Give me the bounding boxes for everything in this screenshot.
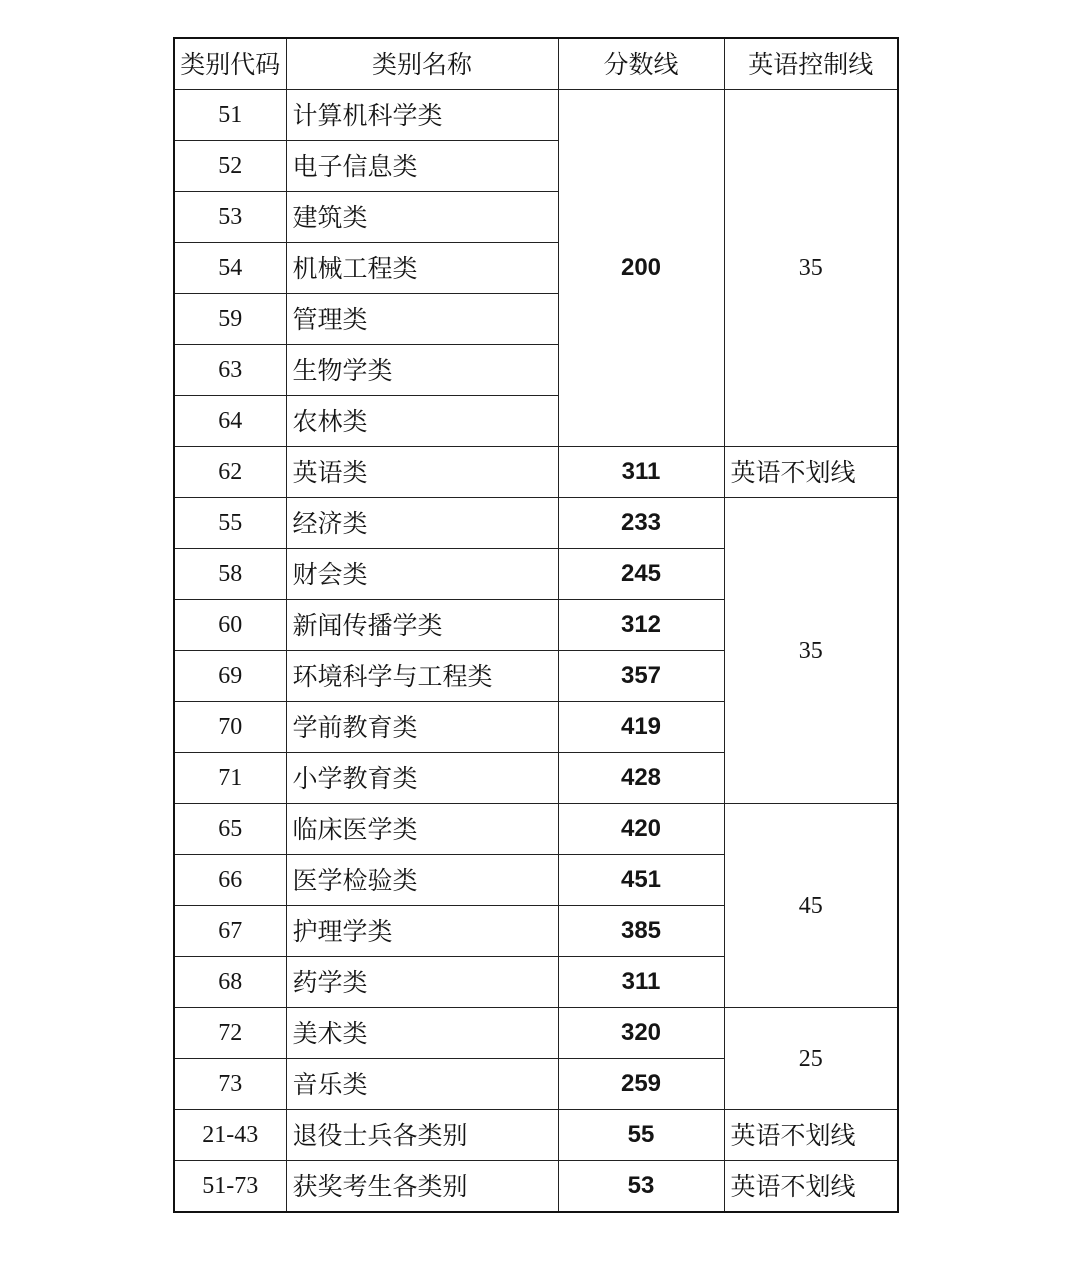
category-name: 建筑类 [286,192,558,243]
category-name: 英语类 [286,447,558,498]
category-code: 51 [174,90,286,141]
score-line: 312 [558,600,724,651]
category-code: 52 [174,141,286,192]
category-name: 环境科学与工程类 [286,651,558,702]
score-line: 259 [558,1059,724,1110]
english-control-line: 35 [724,90,898,447]
english-control-line: 25 [724,1008,898,1110]
category-code: 63 [174,345,286,396]
category-code: 58 [174,549,286,600]
category-code: 64 [174,396,286,447]
score-line: 451 [558,855,724,906]
category-name: 学前教育类 [286,702,558,753]
category-name: 管理类 [286,294,558,345]
table-row [174,1008,898,1059]
score-line: 385 [558,906,724,957]
table-row [174,498,898,549]
category-name: 医学检验类 [286,855,558,906]
category-name: 药学类 [286,957,558,1008]
category-name: 音乐类 [286,1059,558,1110]
category-name: 美术类 [286,1008,558,1059]
category-code: 55 [174,498,286,549]
category-code: 66 [174,855,286,906]
category-code: 51-73 [174,1161,286,1213]
score-line: 357 [558,651,724,702]
score-line: 311 [558,447,724,498]
category-code: 59 [174,294,286,345]
english-control-line: 英语不划线 [724,447,898,498]
category-name: 财会类 [286,549,558,600]
english-control-line: 英语不划线 [724,1161,898,1213]
table-row [174,804,898,855]
category-name: 小学教育类 [286,753,558,804]
category-code: 73 [174,1059,286,1110]
category-code: 21-43 [174,1110,286,1161]
score-line: 55 [558,1110,724,1161]
english-control-line: 45 [724,804,898,1008]
category-code: 65 [174,804,286,855]
score-line: 245 [558,549,724,600]
category-name: 计算机科学类 [286,90,558,141]
score-line: 53 [558,1161,724,1213]
header-score-line: 分数线 [558,38,724,90]
score-line: 200 [558,90,724,447]
category-code: 71 [174,753,286,804]
category-code: 67 [174,906,286,957]
category-name: 新闻传播学类 [286,600,558,651]
category-name: 生物学类 [286,345,558,396]
category-name: 护理学类 [286,906,558,957]
header-category-code: 类别代码 [174,38,286,90]
category-name: 农林类 [286,396,558,447]
score-line: 311 [558,957,724,1008]
category-code: 53 [174,192,286,243]
score-line: 428 [558,753,724,804]
score-line: 233 [558,498,724,549]
table-row [174,447,898,498]
category-code: 60 [174,600,286,651]
score-line: 419 [558,702,724,753]
header-category-name: 类别名称 [286,38,558,90]
score-line: 320 [558,1008,724,1059]
english-control-line: 35 [724,498,898,804]
header-english-line: 英语控制线 [724,38,898,90]
category-code: 68 [174,957,286,1008]
category-code: 70 [174,702,286,753]
score-line: 420 [558,804,724,855]
category-name: 获奖考生各类别 [286,1161,558,1213]
category-name: 电子信息类 [286,141,558,192]
category-name: 临床医学类 [286,804,558,855]
table-row [174,90,898,141]
category-code: 54 [174,243,286,294]
category-name: 机械工程类 [286,243,558,294]
category-name: 退役士兵各类别 [286,1110,558,1161]
category-code: 69 [174,651,286,702]
score-line-table [173,37,899,1213]
category-code: 72 [174,1008,286,1059]
category-code: 62 [174,447,286,498]
table-row [174,1161,898,1213]
english-control-line: 英语不划线 [724,1110,898,1161]
table-row [174,1110,898,1161]
category-name: 经济类 [286,498,558,549]
header-row [174,38,898,90]
